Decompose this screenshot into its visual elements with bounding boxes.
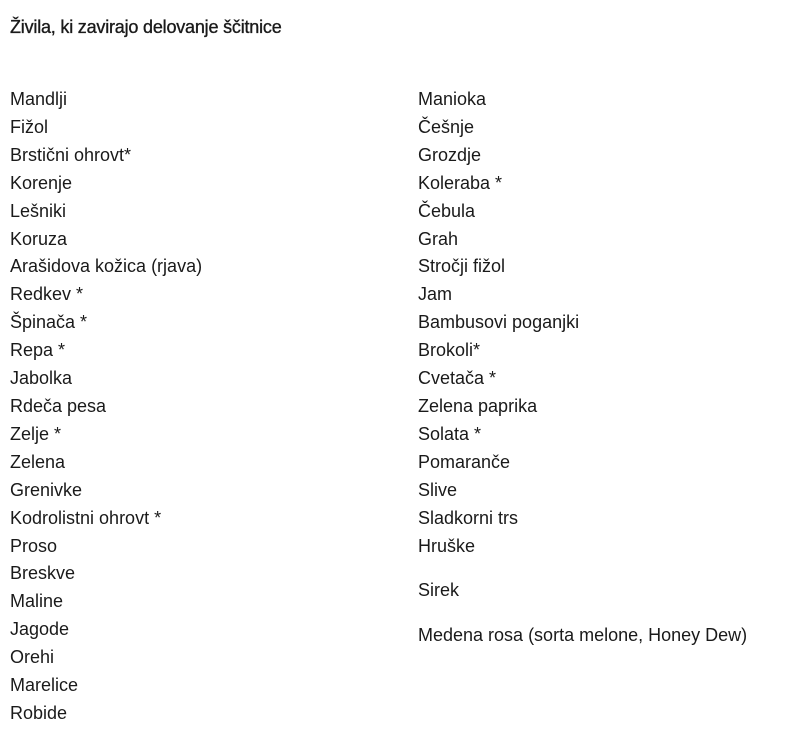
list-item: Koruza [10, 228, 68, 249]
list-item: Češnje [418, 116, 475, 137]
list-item: Sirek [418, 580, 460, 601]
list-item: Cvetača * [418, 368, 497, 389]
list-item: Manioka [418, 89, 487, 109]
list-item: Jagode [10, 619, 70, 640]
list-item: Hruške [418, 535, 476, 556]
list-item: Sladkorni trs [418, 507, 519, 528]
list-item: Grozdje [418, 144, 482, 165]
list-item: Fižol [10, 116, 49, 137]
list-item: Korenje [10, 172, 73, 193]
list-item: Kodrolistni ohrovt * [10, 507, 162, 528]
list-item: Repa * [10, 340, 66, 361]
list-item: Robide [10, 702, 68, 723]
list-item: Jabolka [10, 368, 73, 389]
list-item: Medena rosa (sorta melone, Honey Dew) [418, 625, 748, 646]
list-item: Koleraba * [418, 172, 503, 193]
food-list-left [10, 86, 400, 728]
list-item: Zelena paprika [418, 395, 538, 416]
list-item: Stročji fižol [418, 256, 506, 277]
list-item: Maline [10, 591, 64, 612]
list-item: Zelena [10, 451, 66, 472]
list-item: Pomaranče [418, 451, 511, 472]
list-item: Grah [418, 228, 459, 249]
list-item: Proso [10, 535, 58, 556]
list-item: Brokoli* [418, 340, 481, 361]
list-item: Redkev * [10, 284, 84, 305]
food-list-right [418, 86, 778, 650]
list-item: Špinača * [10, 312, 88, 333]
page-title: Živila, ki zavirajo delovanje ščitnice [10, 17, 282, 37]
list-item: Grenivke [10, 479, 83, 500]
list-item: Bambusovi poganjki [418, 312, 580, 333]
list-item: Marelice [10, 675, 79, 696]
list-item: Čebula [418, 200, 476, 221]
list-item: Solata * [418, 423, 482, 444]
list-item: Rdeča pesa [10, 395, 107, 416]
list-item: Mandlji [10, 89, 68, 109]
list-item: Lešniki [10, 200, 67, 221]
list-item: Arašidova kožica (rjava) [10, 256, 203, 277]
list-item: Orehi [10, 647, 55, 668]
list-item: Breskve [10, 563, 76, 584]
list-item: Zelje * [10, 423, 62, 444]
list-item: Slive [418, 479, 458, 500]
list-item: Brstični ohrovt* [10, 144, 132, 165]
list-item: Jam [418, 284, 453, 305]
